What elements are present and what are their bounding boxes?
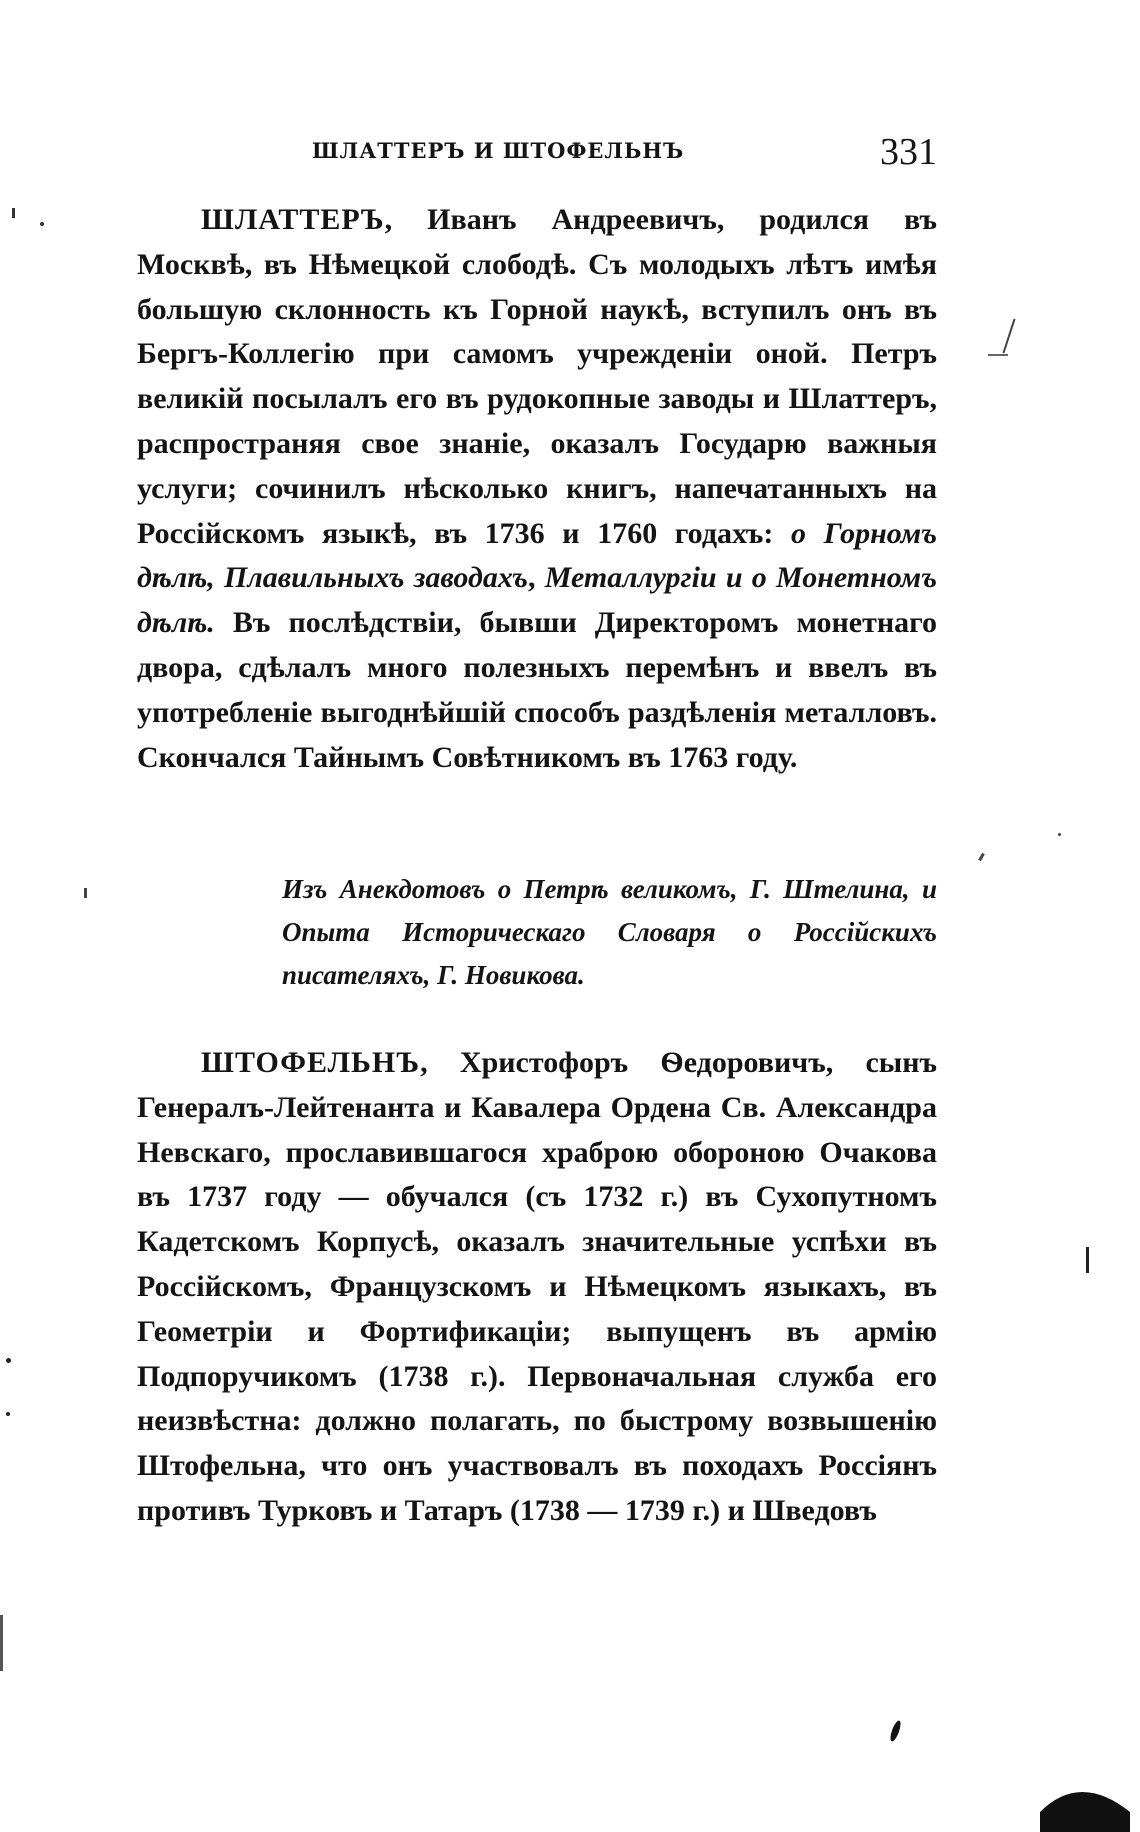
ink-speck xyxy=(1086,1247,1089,1273)
article-stoffeln xyxy=(137,1041,937,1534)
article-schlatter xyxy=(137,198,937,780)
article-text: Въ послѣдствіи, бывши Директоромъ монетнаго двора, сдѣлалъ много полезныхъ перемѣнъ и ввелъ въ употребленіе выгоднѣйшій способъ раздѣленія металловъ. Скончался Тайнымъ Совѣтникомъ въ 1763 году. xyxy=(137,606,937,774)
source-author: Г. Штелина, xyxy=(749,874,910,904)
book-title: о Горномъ дѣлѣ, Плавильныхъ заводахъ xyxy=(137,516,938,595)
ink-speck xyxy=(888,1719,902,1742)
article-text: , Иванъ Андреевичъ, родился въ Москвѣ, въ Нѣмецкой слободѣ. Съ молодыхъ лѣтъ имѣя большую склонность къ Горной наукѣ, вступилъ онъ въ Бергъ-Коллегію при самомъ учрежденіи оной. Петръ великій посылалъ его въ рудокопные заводы и Шлаттеръ, распространяя свое знаніе, оказалъ Государю важныя услуги; сочинилъ нѣсколько книгъ, напечатанныхъ на Россійскомъ языкѣ, въ 1736 и 1760 годахъ: xyxy=(137,203,937,550)
ink-speck xyxy=(40,222,44,226)
separator-text: , xyxy=(527,561,545,595)
page-number: 331 xyxy=(880,131,937,173)
ink-speck xyxy=(988,354,1008,356)
bleed-through-ornament xyxy=(1040,1772,1130,1832)
ink-speck xyxy=(84,888,87,898)
article-text: , Христофоръ Ѳедоровичъ, сынъ Генералъ-Лейтенанта и Кавалера Ордена Св. Александра Невскаго, прославившагося храброю обороною Очакова въ 1737 году — обучался (съ 1732 г.) въ Сухопутномъ Кадетскомъ Корпусѣ, оказалъ значительные успѣхи въ Россійскомъ, Французскомъ и Нѣмецкомъ языкахъ, въ Геометріи и Фортификаціи; выпущенъ въ армію Подпоручикомъ (1738 г.). Первоначальная служба его неизвѣстна: должно полагать, по быстрому возвышенію Штофельна, что онъ участвовалъ въ походахъ Россіянъ противъ Турковъ и Татаръ (1738 — 1739 г.) и Шведовъ xyxy=(137,1046,937,1527)
source-text: Изъ Анекдотовъ о Петрѣ великомъ, xyxy=(282,874,750,904)
page-header xyxy=(137,130,937,180)
article-headword: ШТОФЕЛЬНЪ xyxy=(201,1046,421,1079)
source-text: и Опыта Историческаго Словаря о Россійскихъ писателяхъ, xyxy=(282,874,937,990)
source-note xyxy=(282,868,937,997)
ink-speck xyxy=(6,1412,10,1416)
ink-speck xyxy=(1058,833,1061,836)
article-headword: ШЛАТТЕРЪ xyxy=(201,203,385,236)
ink-speck xyxy=(1002,319,1015,354)
source-author: Г. Новикова. xyxy=(437,960,585,990)
running-head: ШЛАТТЕРЪ И ШТОФЕЛЬНЪ xyxy=(312,138,685,163)
ink-speck xyxy=(12,208,15,218)
article-body xyxy=(137,198,937,780)
ink-speck xyxy=(978,853,985,861)
article-body xyxy=(137,1041,937,1534)
ink-speck xyxy=(6,1358,11,1363)
ink-speck xyxy=(0,1615,3,1671)
book-title: Металлургіи и о Монетномъ дѣлѣ. xyxy=(137,561,938,640)
